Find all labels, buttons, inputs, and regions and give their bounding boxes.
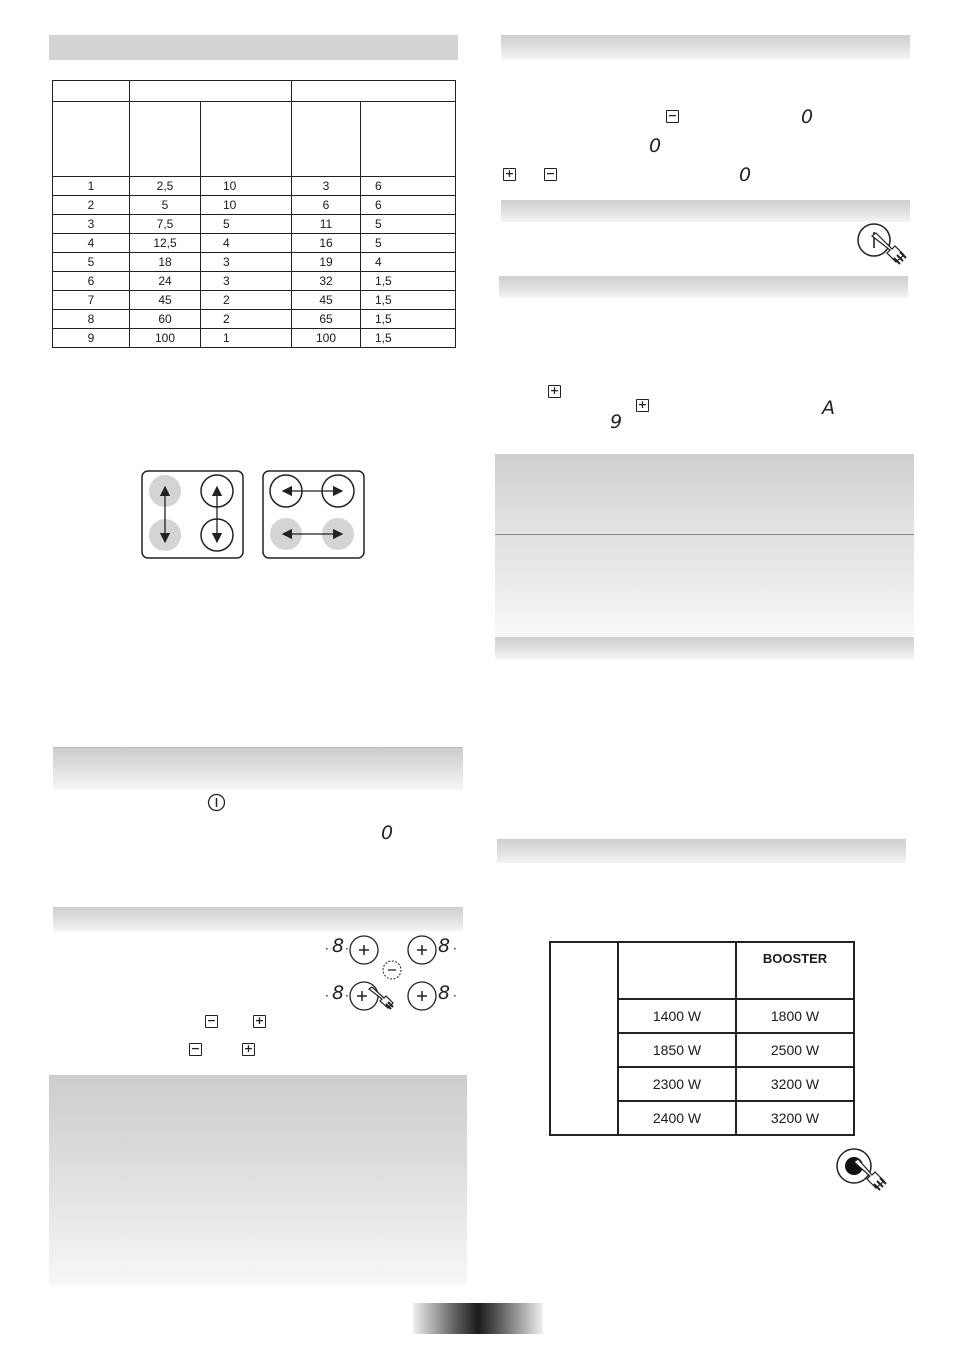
display-nine: 9 bbox=[610, 411, 623, 433]
value-cell: 100 bbox=[292, 329, 361, 348]
table-row bbox=[53, 234, 456, 253]
level-cell: 8 bbox=[53, 310, 130, 329]
normal-power-cell: 2400 W bbox=[618, 1101, 736, 1135]
plus-key-icon[interactable]: + bbox=[504, 167, 515, 180]
power-button-icon bbox=[207, 793, 226, 812]
value-cell: 3 bbox=[292, 177, 361, 196]
minus-key-icon[interactable]: − bbox=[667, 109, 678, 122]
value-cell: 2 bbox=[201, 310, 292, 329]
plus-key-icon[interactable]: + bbox=[243, 1042, 254, 1055]
section-header-band bbox=[497, 839, 906, 863]
info-panel bbox=[495, 535, 914, 637]
minus-key-icon[interactable]: − bbox=[190, 1042, 201, 1055]
value-cell: 6 bbox=[361, 177, 456, 196]
display-zero: 0 bbox=[801, 106, 814, 128]
table-row bbox=[53, 196, 456, 215]
section-header-band bbox=[501, 35, 910, 59]
level-cell: 7 bbox=[53, 291, 130, 310]
value-cell: 65 bbox=[292, 310, 361, 329]
display-eight: 8 bbox=[438, 935, 451, 957]
section-header-band bbox=[53, 747, 463, 790]
value-cell: 5 bbox=[361, 215, 456, 234]
level-cell: 3 bbox=[53, 215, 130, 234]
display-zero: 0 bbox=[649, 135, 662, 157]
value-cell: 4 bbox=[201, 234, 292, 253]
value-cell: 4 bbox=[361, 253, 456, 272]
table-subheader-row bbox=[53, 102, 456, 177]
value-cell: 10 bbox=[201, 196, 292, 215]
table-row bbox=[53, 329, 456, 348]
normal-power-cell: 1850 W bbox=[618, 1033, 736, 1067]
value-cell: 32 bbox=[292, 272, 361, 291]
booster-power-cell: 3200 W bbox=[736, 1067, 854, 1101]
value-cell: 1,5 bbox=[361, 291, 456, 310]
section-header-band bbox=[53, 907, 463, 931]
plus-key-icon[interactable]: + bbox=[549, 384, 560, 397]
plus-key-icon[interactable] bbox=[406, 934, 438, 966]
display-auto: A bbox=[822, 397, 835, 419]
section-header-band bbox=[49, 35, 458, 60]
value-cell: 6 bbox=[361, 196, 456, 215]
value-cell: 1,5 bbox=[361, 329, 456, 348]
value-cell: 45 bbox=[292, 291, 361, 310]
display-zero: 0 bbox=[739, 164, 752, 186]
value-cell: 3 bbox=[201, 253, 292, 272]
info-panel bbox=[495, 454, 914, 535]
value-cell: 19 bbox=[292, 253, 361, 272]
booster-power-cell: 2500 W bbox=[736, 1033, 854, 1067]
display-eight: 8 bbox=[332, 982, 345, 1004]
value-cell: 5 bbox=[130, 196, 201, 215]
level-cell: 5 bbox=[53, 253, 130, 272]
table-row bbox=[53, 272, 456, 291]
booster-power-table bbox=[549, 941, 855, 1136]
power-button-icon[interactable] bbox=[856, 222, 912, 268]
table-row bbox=[53, 253, 456, 272]
dot: · bbox=[345, 942, 349, 956]
table-row bbox=[53, 310, 456, 329]
dot: · bbox=[325, 989, 329, 1003]
booster-button-icon[interactable] bbox=[834, 1146, 894, 1196]
value-cell: 5 bbox=[361, 234, 456, 253]
power-level-table bbox=[52, 80, 456, 348]
value-cell: 1,5 bbox=[361, 272, 456, 291]
info-panel bbox=[49, 1075, 467, 1285]
dot: · bbox=[345, 989, 349, 1003]
value-cell: 10 bbox=[201, 177, 292, 196]
value-cell: 6 bbox=[292, 196, 361, 215]
zone-pairing-diagram bbox=[138, 468, 370, 564]
minus-key-icon[interactable]: − bbox=[206, 1014, 217, 1027]
section-header-band bbox=[499, 276, 908, 298]
value-cell: 1,5 bbox=[361, 310, 456, 329]
table-header-row bbox=[550, 942, 854, 999]
value-cell: 12,5 bbox=[130, 234, 201, 253]
dot: · bbox=[453, 942, 457, 956]
plus-key-icon[interactable]: + bbox=[254, 1014, 265, 1027]
dot: · bbox=[453, 989, 457, 1003]
value-cell: 16 bbox=[292, 234, 361, 253]
zone-column bbox=[550, 942, 618, 1135]
value-cell: 7,5 bbox=[130, 215, 201, 234]
booster-header: BOOSTER bbox=[736, 942, 854, 999]
booster-power-cell: 1800 W bbox=[736, 999, 854, 1033]
level-cell: 6 bbox=[53, 272, 130, 291]
plus-key-icon[interactable]: + bbox=[637, 398, 648, 411]
dot: · bbox=[325, 942, 329, 956]
value-cell: 24 bbox=[130, 272, 201, 291]
table-row bbox=[53, 291, 456, 310]
display-eight: 8 bbox=[438, 982, 451, 1004]
page-footer-tab bbox=[413, 1303, 543, 1334]
level-cell: 9 bbox=[53, 329, 130, 348]
display-eight: 8 bbox=[332, 935, 345, 957]
value-cell: 18 bbox=[130, 253, 201, 272]
table-header-row bbox=[53, 81, 456, 102]
normal-power-cell: 2300 W bbox=[618, 1067, 736, 1101]
normal-header bbox=[618, 942, 736, 999]
booster-power-cell: 3200 W bbox=[736, 1101, 854, 1135]
level-cell: 1 bbox=[53, 177, 130, 196]
table-row bbox=[53, 177, 456, 196]
zone-control-panel bbox=[322, 932, 464, 1022]
level-cell: 2 bbox=[53, 196, 130, 215]
value-cell: 5 bbox=[201, 215, 292, 234]
display-zero: 0 bbox=[381, 822, 394, 844]
normal-power-cell: 1400 W bbox=[618, 999, 736, 1033]
value-cell: 11 bbox=[292, 215, 361, 234]
value-cell: 2 bbox=[201, 291, 292, 310]
value-cell: 45 bbox=[130, 291, 201, 310]
value-cell: 60 bbox=[130, 310, 201, 329]
value-cell: 2,5 bbox=[130, 177, 201, 196]
section-header-band bbox=[501, 200, 910, 222]
timer-icon[interactable] bbox=[381, 959, 403, 981]
value-cell: 1 bbox=[201, 329, 292, 348]
level-cell: 4 bbox=[53, 234, 130, 253]
table-row bbox=[53, 215, 456, 234]
finger-press-icon bbox=[366, 984, 396, 1014]
plus-key-icon[interactable] bbox=[406, 980, 438, 1012]
plus-key-icon[interactable] bbox=[348, 934, 380, 966]
minus-key-icon[interactable]: − bbox=[545, 167, 556, 180]
value-cell: 100 bbox=[130, 329, 201, 348]
section-header-band bbox=[495, 637, 914, 659]
value-cell: 3 bbox=[201, 272, 292, 291]
